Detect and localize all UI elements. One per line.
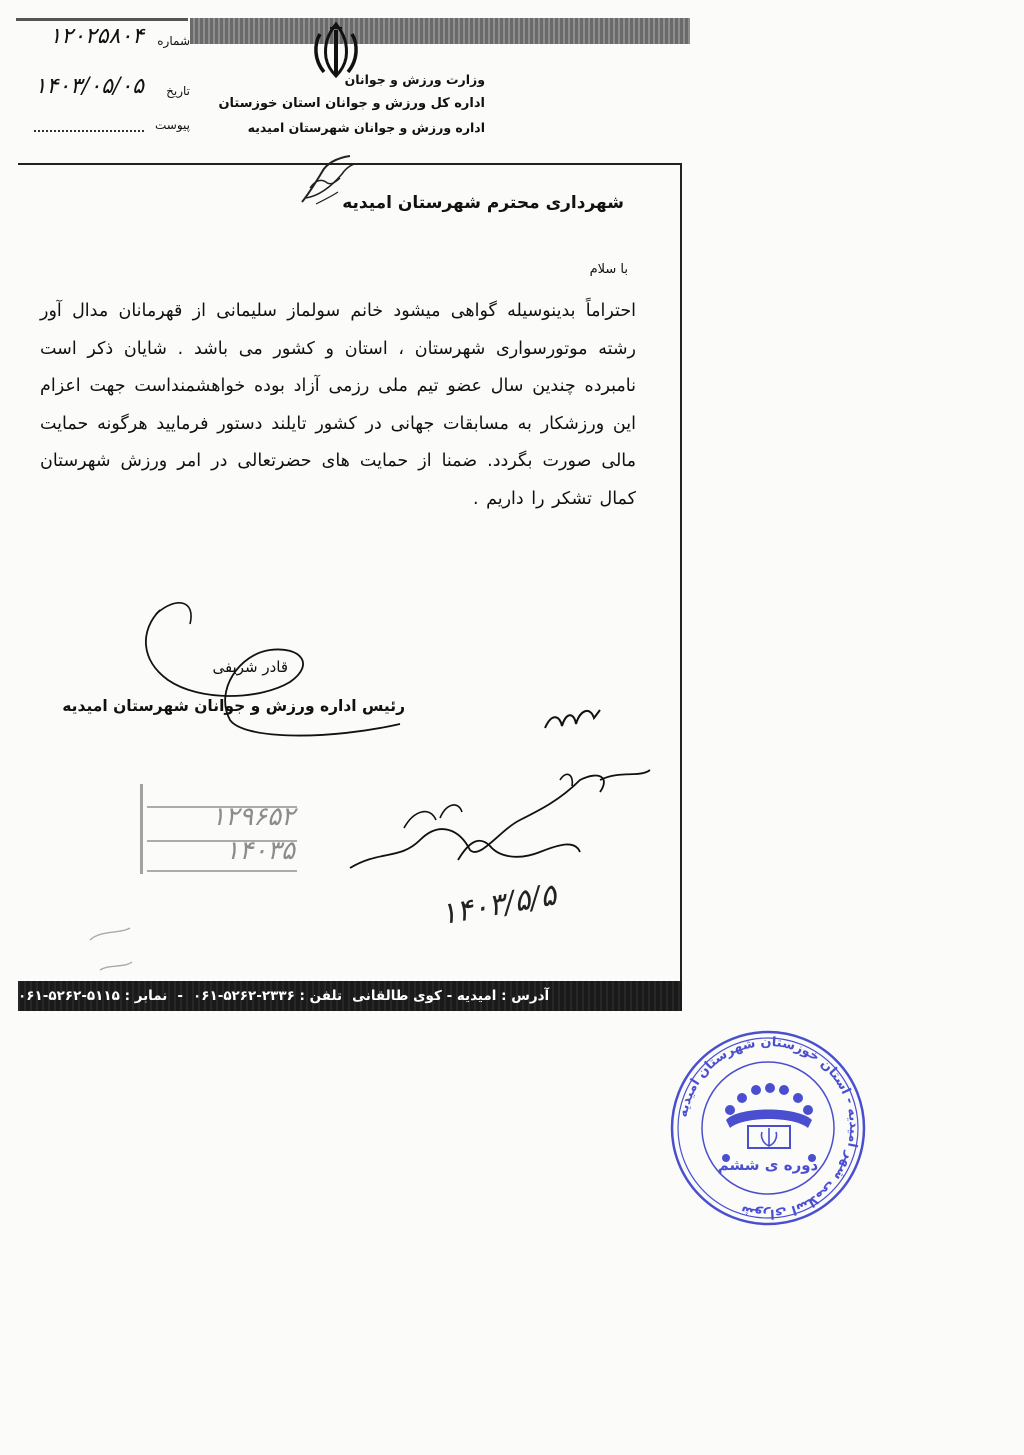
- council-seal-icon: [668, 1028, 868, 1228]
- footer-address: آدرس : امیدیه - کوی طالقانی: [352, 988, 550, 1004]
- footer-phone: تلفن : ۲۳۳۶-۵۲۶۲-۰۶۱: [192, 988, 343, 1004]
- iran-emblem-icon: [306, 20, 366, 80]
- number-value: ۱۲۰۲۵۸۰۴: [49, 24, 144, 49]
- attachment-dots: [34, 130, 144, 132]
- receipt-stamp: ۱۲۹۶۵۲ ۱۴۰۳۵: [140, 784, 303, 874]
- header-band: [190, 18, 690, 44]
- header-rule-left: [16, 18, 188, 21]
- seal-outer-text: شورای اسلامی شهر امیدیه - استان خوزستان شهرستان امیدیه: [675, 1034, 862, 1222]
- signer-title: رئیس اداره ورزش و جوانان شهرستان امیدیه: [62, 697, 405, 715]
- salutation: با سلام: [589, 262, 628, 277]
- org-province: اداره کل ورزش و جوانان استان خوزستان: [218, 96, 485, 111]
- date-label: تاریخ: [166, 84, 190, 98]
- approval-signature-icon: [545, 710, 600, 728]
- seal-inner-text: دوره ی ششم: [717, 1156, 819, 1174]
- footer-contact-bar: آدرس : امیدیه - کوی طالقانی تلفن : ۲۳۳۶-۵۲۶۲-۰۶۱ - نمابر : ۵۱۱۵-۵۲۶۲-۰۶۱: [18, 981, 682, 1011]
- number-label: شماره: [157, 34, 190, 48]
- signer-name: قادر شریفی: [212, 658, 288, 676]
- page-right-border: [680, 163, 682, 1008]
- footer-fax: نمابر : ۵۱۱۵-۵۲۶۲-۰۶۱: [18, 988, 168, 1004]
- attachment-label: پیوست: [155, 118, 190, 132]
- letter-body: احتراماً بدینوسیله گواهی میشود خانم سولماز سلیمانی از قهرمانان مدال آور رشته موتورسواری شهرستان ، استان و کشور می باشد . شایان ذکر است نامبرده چندین سال عضو تیم ملی رزمی آزاد بوده خواهشمنداست جهت اعزام این ورزشکار به مسابقات جهانی در کشور تایلند دستور فرمایید هرگونه حمایت مالی صورت بگردد. ضمنا از حمایت های حضرتعالی در امر ورزش شهرستان کمال تشکر را داریم .: [40, 301, 636, 509]
- org-ministry: وزارت ورزش و جوانان: [344, 72, 485, 87]
- org-county: اداره ورزش و جوانان شهرستان امیدیه: [247, 120, 485, 135]
- handwritten-date: ۱۴۰۳/۵/۵: [437, 877, 560, 933]
- referral-note-icon: [350, 770, 650, 868]
- recipient-line: شهرداری محترم شهرستان امیدیه: [342, 193, 624, 213]
- date-value: ۱۴۰۳/۰۵/۰۵: [34, 74, 144, 99]
